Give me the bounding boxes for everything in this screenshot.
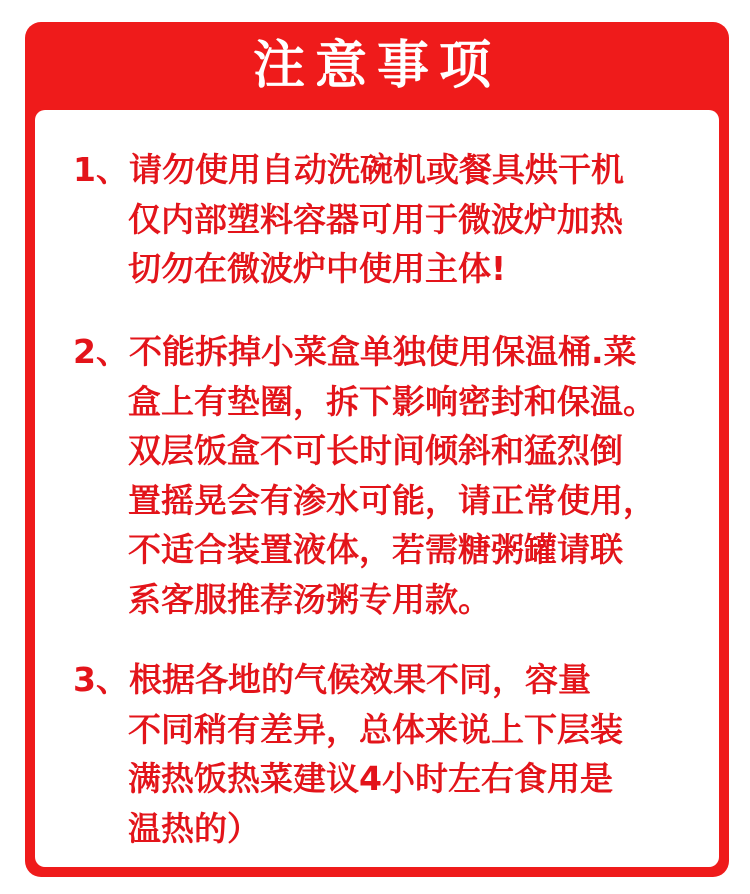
note-2-line-5: 不适合装置液体，若需糖粥罐请联 bbox=[128, 530, 623, 569]
notice-title: 注意事项 bbox=[252, 36, 501, 96]
note-2-line-1: 2、不能拆掉小菜盒单独使用保温桶.菜 bbox=[73, 332, 637, 371]
notice-card bbox=[25, 22, 729, 877]
note-2-line-3: 双层饭盒不可长时间倾斜和猛烈倒 bbox=[128, 431, 623, 470]
note-1-line-3: 切勿在微波炉中使用主体! bbox=[128, 249, 507, 288]
notice-panel bbox=[35, 110, 719, 867]
note-2-line-4: 置摇晃会有渗水可能，请正常使用， bbox=[128, 480, 656, 520]
note-2 bbox=[35, 327, 719, 624]
note-3-line-1: 3、根据各地的气候效果不同，容量 bbox=[73, 660, 591, 699]
note-2-line-6: 系客服推荐汤粥专用款。 bbox=[128, 579, 491, 619]
note-1-line-1: 1、请勿使用自动洗碗机或餐具烘干机 bbox=[73, 150, 624, 189]
note-1 bbox=[35, 145, 719, 294]
note-2-line-2: 盒上有垫圈，拆下影响密封和保温。 bbox=[128, 381, 656, 421]
note-3-line-4: 温热的） bbox=[128, 808, 260, 848]
note-3-line-3: 满热饭热菜建议4小时左右食用是 bbox=[128, 759, 613, 798]
note-3-line-2: 不同稍有差异，总体来说上下层装 bbox=[128, 709, 623, 749]
note-1-line-2: 仅内部塑料容器可用于微波炉加热 bbox=[128, 199, 623, 239]
note-3 bbox=[35, 655, 719, 853]
